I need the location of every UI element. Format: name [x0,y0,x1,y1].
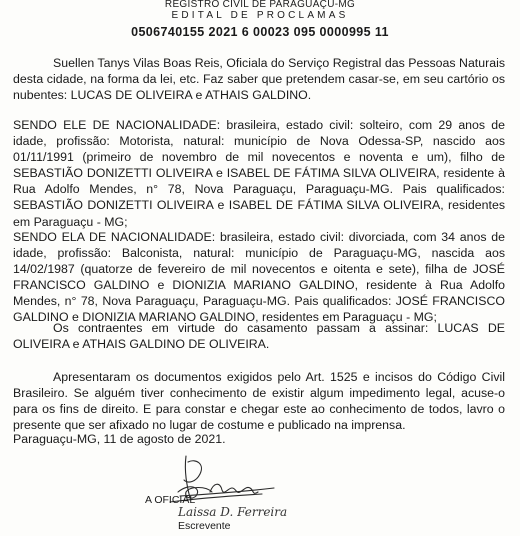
signature-title: Escrevente [178,520,231,532]
documents-paragraph: Apresentaram os documentos exigidos pelo Art. 1525 e incisos do Código Civil Brasileiro. Se alguém tiver conhecimento de existir algum impedimento legal, acuse-o para os fins de direito. E para constar e chegar este ao conhecimento de todos, lavro o presente que ser afixado no lugar de costume e publicado na imprensa. [13,370,505,433]
date-line: Paraguaçu-MG, 11 de agosto de 2021. [13,432,226,446]
intro-paragraph: Suellen Tanys Vilas Boas Reis, Oficiala do Serviço Registral das Pessoas Naturais desta cidade, na forma da lei, etc. Faz saber que pretendem casar-se, em seu cartório os nubentes: LUCAS DE OLIVEIRA e ATHAIS GALDINO. [13,56,505,103]
contract-paragraph: Os contraentes em virtude do casamento passam a assinar: LUCAS DE OLIVEIRA e ATHAIS GALDINO DE OLIVEIRA. [13,321,505,352]
registration-number: 0506740155 2021 6 00023 095 0000995 11 [131,25,389,39]
groom-paragraph: SENDO ELE DE NACIONALIDADE: brasileira, estado civil: solteiro, com 29 anos de idade, profissão: Motorista, natural: município de Nova Odessa-SP, nascido aos 01/11/1991 (primeiro de novembro de mil novecentos e noventa e um), filho de SEBASTIÃO DONIZETTI OLIVEIRA e ISABEL DE FÁTIMA SILVA OLIVEIRA, residente à Rua Adolfo Mendes, n° 78, Nova Paraguaçu, Paraguaçu-MG. Pais qualificados: SEBASTIÃO DONIZETTI OLIVEIRA e ISABEL DE FÁTIMA SILVA OLIVEIRA, residentes em Paraguaçu - MG; [13,118,505,229]
signature-role: A OFICIAL [145,494,196,506]
signature-name: Laissa D. Ferreira [178,505,288,519]
document-title: EDITAL DE PROCLAMAS [171,10,349,21]
registry-heading: REGISTRO CIVIL DE PARAGUAÇU-MG [164,0,356,10]
bride-paragraph: SENDO ELA DE NACIONALIDADE: brasileira, estado civil: divorciada, com 34 anos de idade, profissão: Balconista, natural: município de Paraguaçu-MG, nascida aos 14/02/1987 (quatorze de fevereiro de mil novecentos e oitenta e sete), filha de JOSÉ FRANCISCO GALDINO e DIONIZIA MARIANO GALDINO, residente à Rua Adolfo Mendes, n° 78, Nova Paraguaçu, Paraguaçu-MG. Pais qualificados: JOSÉ FRANCISCO GALDINO e DIONIZIA MARIANO GALDINO, residentes em Paraguaçu - MG; [13,230,505,325]
